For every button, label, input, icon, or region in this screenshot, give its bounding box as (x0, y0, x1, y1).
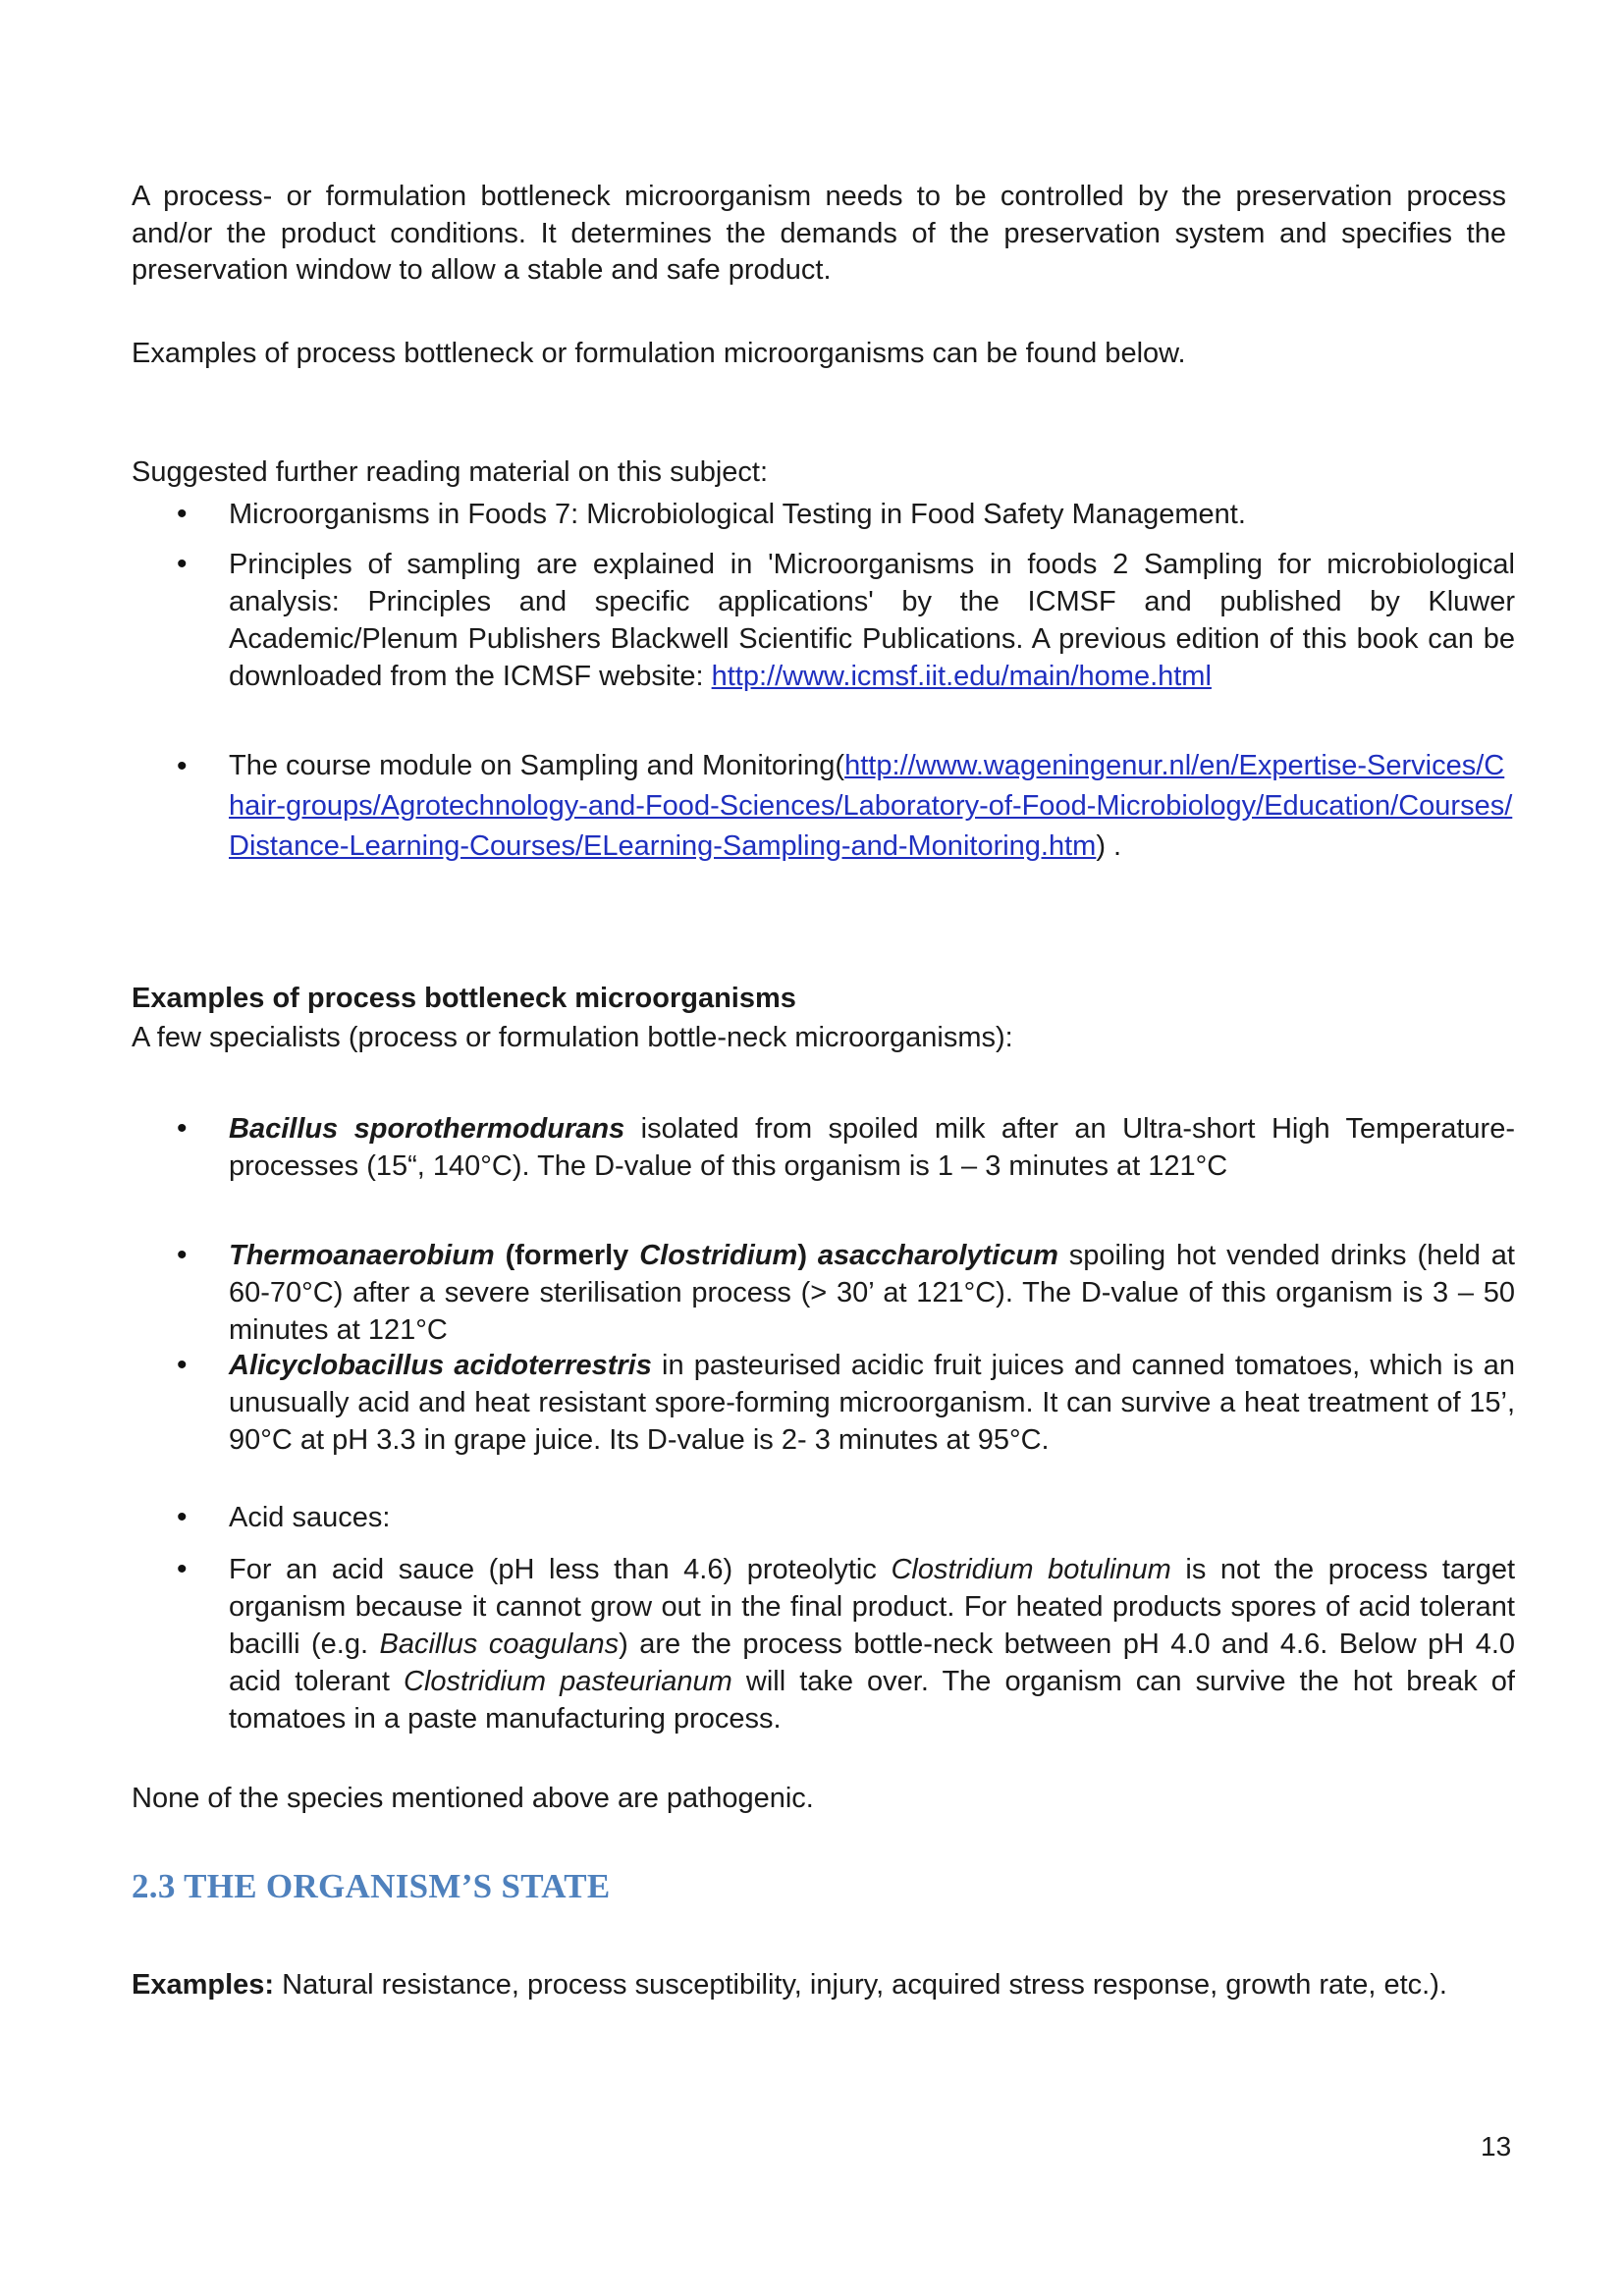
species-name: Clostridium (639, 1240, 798, 1271)
intro-paragraph: A process- or formulation bottleneck microorganism needs to be controlled by the preservation process and/or the product conditions. It determines the demands of the preservation system and specifies the preservation window to allow a stable and safe product. (132, 181, 1506, 286)
species-name: Thermoanaerobium (229, 1240, 495, 1271)
page-number: 13 (1481, 2131, 1512, 2162)
examples-subheading: A few specialists (process or formulation bottle-neck microorganisms): (132, 1022, 1013, 1053)
species-name: Bacillus sporothermodurans (229, 1113, 625, 1145)
section-examples-line: Examples: Natural resistance, process susceptibility, injury, acquired stress response, growth rate, etc.). (132, 1969, 1447, 2001)
bullet-acid-sauces: • Acid sauces: (229, 1499, 1515, 1536)
species-name: Alicyclobacillus acidoterrestris (229, 1350, 652, 1381)
icmsf-link[interactable]: http://www.icmsf.iit.edu/main/home.html (711, 661, 1212, 692)
reading-item-sampling: • Principles of sampling are explained in 'Microorganisms in foods 2 Sampling for microbiological analysis: Principles and specific applications' by the ICMSF and published by Kluwer Academic/Plenum Publishers Blackwell Scientific Publications. A previous edition of this book can be downloaded from the ICMSF website: http://www.icmsf.iit.edu/main/home.html (229, 546, 1515, 695)
examples-heading: Examples of process bottleneck microorganisms (132, 983, 796, 1014)
species-name: Clostridium pasteurianum (404, 1666, 732, 1697)
species-name: Bacillus coagulans (379, 1629, 620, 1660)
reading-item-course-module: • The course module on Sampling and Monitoring(http://www.wageningenur.nl/en/Expertise-Services/Chair-groups/Agrotechnology-and-Food-Sciences/Laboratory-of-Food-Microbiology/Education/Courses/Distance-Learning-Courses/ELearning-Sampling-and-Monitoring.htm) . (229, 746, 1515, 867)
closing-sentence: None of the species mentioned above are pathogenic. (132, 1783, 814, 1814)
reading-heading: Suggested further reading material on this subject: (132, 456, 769, 488)
bullet-alicyclobacillus: • Alicyclobacillus acidoterrestris in pasteurised acidic fruit juices and canned tomatoes, which is an unusually acid and heat resistant spore-forming microorganism. It can survive a heat treatment of 15’, 90°C at pH 3.3 in grape juice. Its D-value is 2- 3 minutes at 95°C. (229, 1347, 1515, 1459)
reading-item-foods7: • Microorganisms in Foods 7: Microbiological Testing in Food Safety Management. (229, 496, 1515, 533)
section-title: 2.3 THE ORGANISM’S STATE (132, 1867, 611, 1905)
species-name: Clostridium botulinum (891, 1554, 1171, 1585)
intro-examples-sentence: Examples of process bottleneck or formulation microorganisms can be found below. (132, 338, 1186, 369)
bullet-acid-sauce-detail: • For an acid sauce (pH less than 4.6) proteolytic Clostridium botulinum is not the process target organism because it cannot grow out in the final product. For heated products spores of acid tolerant bacilli (e.g. Bacillus coagulans) are the process bottle-neck between pH 4.0 and 4.6. Below pH 4.0 acid tolerant Clostridium pasteurianum will take over. The organism can survive the hot break of tomatoes in a paste manufacturing process. (229, 1551, 1515, 1737)
species-name: asaccharolyticum (817, 1240, 1058, 1271)
wageningen-link[interactable]: http://www.wageningenur.nl/en/Expertise-Services/Chair-groups/Agrotechnology-and-Food-Sciences/Laboratory-of-Food-Microbiology/Education/Courses/Distance-Learning-Courses/ELearning-Sampling-and-Monitoring.htm (229, 750, 1513, 862)
bullet-thermoanaerobium: • Thermoanaerobium (formerly Clostridium) asaccharolyticum spoiling hot vended drinks (held at 60-70°C) after a severe sterilisation process (> 30’ at 121°C). The D-value of this organism is 3 – 50 minutes at 121°C (229, 1237, 1515, 1349)
bullet-bacillus-sporothermodurans: • Bacillus sporothermodurans isolated from spoiled milk after an Ultra-short High Temperature-processes (15“, 140°C). The D-value of this organism is 1 – 3 minutes at 121°C (229, 1110, 1515, 1185)
